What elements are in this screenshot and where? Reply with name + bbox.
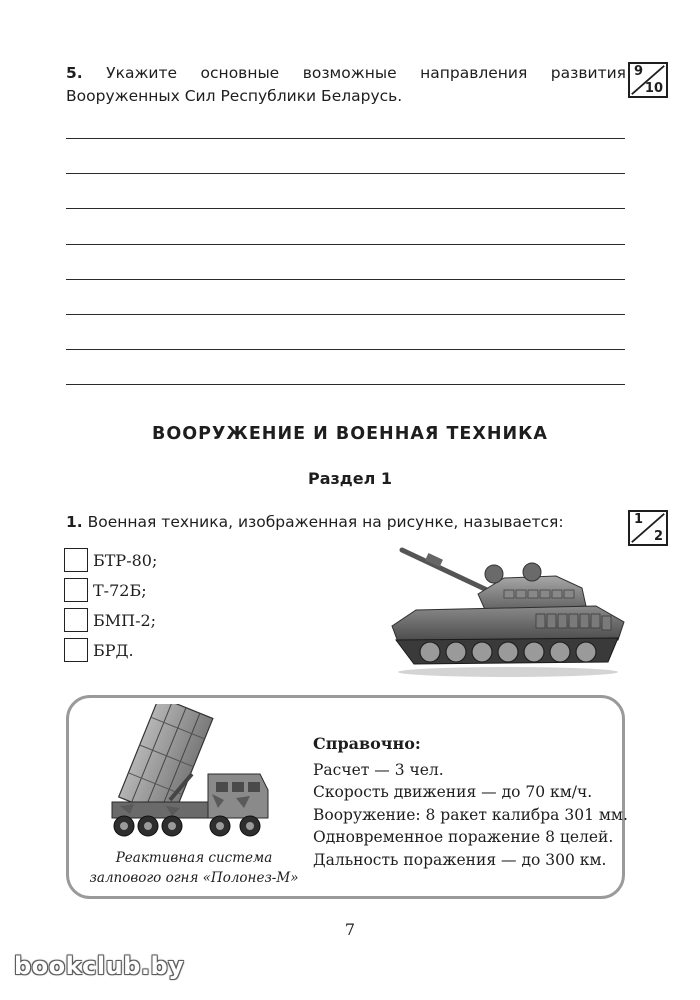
reference-line: Дальность поражения — до 300 км. bbox=[313, 850, 607, 869]
rocket-launcher-icon bbox=[100, 704, 280, 846]
answer-line[interactable] bbox=[66, 350, 625, 385]
caption-line-2: залпового огня «Полонез-М» bbox=[89, 870, 299, 886]
score-q5-numerator: 9 bbox=[634, 64, 644, 79]
section-subtitle: Раздел 1 bbox=[307, 469, 392, 488]
option-label: Т-72Б; bbox=[93, 580, 147, 600]
option-checkbox[interactable] bbox=[64, 548, 88, 572]
reference-title: Справочно: bbox=[313, 734, 421, 753]
option-checkbox[interactable] bbox=[64, 608, 88, 632]
option-2[interactable] bbox=[64, 575, 157, 605]
score-q1-denominator: 2 bbox=[653, 529, 663, 544]
option-label: БТР-80; bbox=[93, 550, 158, 570]
tank-icon bbox=[386, 540, 630, 680]
score-box-q1 bbox=[628, 510, 668, 546]
section-title: ВООРУЖЕНИЕ И ВОЕННАЯ ТЕХНИКА bbox=[152, 424, 548, 444]
answer-line[interactable] bbox=[66, 139, 625, 174]
score-q5-denominator: 10 bbox=[644, 81, 663, 96]
question-1-number: 1. bbox=[66, 513, 83, 531]
reference-line: Расчет — 3 чел. bbox=[313, 761, 444, 779]
watermark: bookclub.by bbox=[14, 952, 185, 980]
reference-line: Скорость движения — до 70 км/ч. bbox=[313, 783, 593, 802]
answer-line[interactable] bbox=[66, 245, 625, 280]
page-number: 7 bbox=[344, 920, 356, 939]
answer-line[interactable] bbox=[66, 174, 625, 209]
score-box-q5 bbox=[628, 62, 668, 98]
caption-line-1: Реактивная система bbox=[115, 850, 273, 866]
option-4[interactable] bbox=[64, 635, 157, 665]
option-label: БМП-2; bbox=[93, 610, 157, 630]
reference-line: Одновременное поражение 8 целей. bbox=[313, 828, 614, 847]
option-checkbox[interactable] bbox=[64, 638, 88, 662]
answer-line[interactable] bbox=[66, 209, 625, 244]
option-1[interactable] bbox=[64, 545, 157, 575]
question-5-body: Укажите основные возможные направления развития Вооруженных Сил Республики Беларусь. bbox=[66, 64, 626, 105]
option-3[interactable] bbox=[64, 605, 157, 635]
question-1-body: Военная техника, изображенная на рисунке, называется: bbox=[82, 513, 564, 531]
reference-text bbox=[313, 734, 628, 871]
score-q1-numerator: 1 bbox=[634, 512, 644, 527]
answer-line[interactable] bbox=[66, 315, 625, 350]
option-checkbox[interactable] bbox=[64, 578, 88, 602]
question-1-text bbox=[66, 513, 564, 531]
option-label: БРД. bbox=[93, 640, 134, 660]
question-5-text bbox=[66, 62, 626, 108]
reference-line: Вооружение: 8 ракет калибра 301 мм. bbox=[313, 805, 628, 824]
image-caption bbox=[80, 848, 308, 888]
answer-options bbox=[64, 545, 157, 665]
answer-line[interactable] bbox=[66, 280, 625, 315]
answer-lines[interactable] bbox=[66, 138, 625, 385]
question-5-number: 5. bbox=[66, 64, 83, 82]
